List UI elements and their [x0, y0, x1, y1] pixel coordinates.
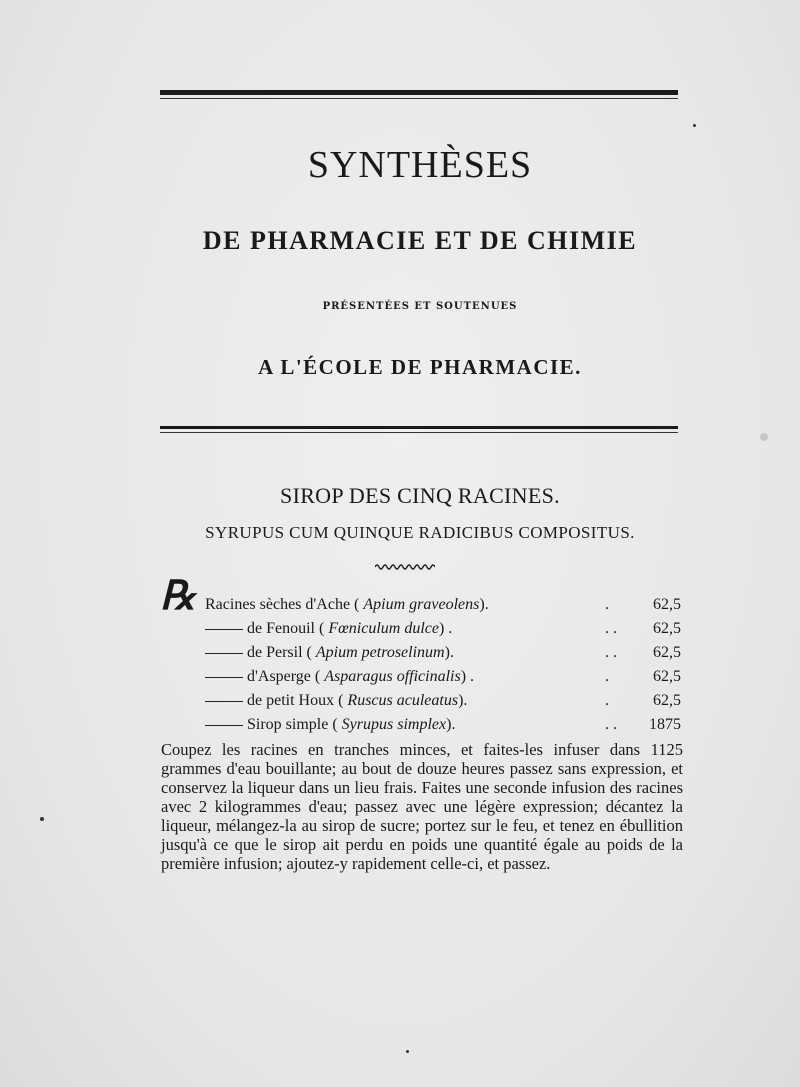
ingredient-row — [205, 594, 685, 618]
ingredient-close: ). — [458, 692, 468, 709]
page-title: SYNTHÈSES — [307, 144, 533, 186]
top-rule-thick — [160, 90, 678, 95]
ingredient-row — [205, 618, 685, 642]
ingredient-name: Racines sèches d'Ache ( — [205, 596, 360, 613]
ingredient-dots: . . — [605, 620, 617, 637]
instructions-paragraph: Coupez les racines en tranches minces, et faites-les infuser dans 1125 grammes d'eau bouillante; au bout de douze heures passez sans expression, et conservez la liqueur dans un lieu frais. Faites une seconde infusion des racines avec 2 kilogrammes d'eau; passez avec une légère expression; décantez la liqueur, mélangez-la au sirop de sucre; portez sur le feu, et tenez en ébullition jusqu'à ce que le sirop ait perdu en poids une quantité égale au poids de la première infusion; ajoutez-y rapidement celle-ci, et passez. — [161, 740, 683, 873]
ingredient-close: ) . — [460, 668, 475, 685]
paper-speck — [760, 433, 768, 441]
ingredient-latin: Ruscus aculeatus — [347, 692, 459, 709]
section-rule-thick — [160, 426, 678, 429]
recipe-title: SIROP DES CINQ RACINES. — [280, 483, 560, 508]
ingredient-row — [205, 714, 685, 738]
ingredient-amount: 62,5 — [653, 668, 681, 685]
recipe-symbol: ℞ — [160, 573, 196, 618]
ingredient-dots: . . — [605, 716, 617, 733]
ornament-squiggle — [375, 563, 435, 571]
ditto-dash — [205, 653, 243, 654]
ingredient-amount: 1875 — [649, 716, 681, 733]
paper-speck — [693, 124, 696, 127]
ditto-dash — [205, 629, 243, 630]
ingredient-dots: . — [605, 692, 609, 709]
paper-speck — [406, 1050, 409, 1053]
top-rule-thin — [160, 98, 678, 99]
ingredient-close: ). — [479, 596, 489, 613]
presented-line: PRÉSENTÉES ET SOUTENUES — [322, 301, 518, 312]
page-subtitle: DE PHARMACIE ET DE CHIMIE — [202, 226, 638, 255]
ingredient-name: de Fenouil ( — [247, 620, 325, 637]
ingredient-amount: 62,5 — [653, 596, 681, 613]
ingredient-latin: Apium graveolens — [363, 596, 480, 613]
ingredient-row — [205, 666, 685, 690]
ingredient-list — [205, 594, 685, 738]
recipe-latin-title: SYRUPUS CUM QUINQUE RADICIBUS COMPOSITUS. — [205, 523, 635, 542]
ingredient-close: ). — [446, 716, 456, 733]
ingredient-latin: Fœniculum dulce — [328, 620, 439, 637]
ingredient-dots: . . — [605, 644, 617, 661]
ingredient-amount: 62,5 — [653, 692, 681, 709]
ingredient-amount: 62,5 — [653, 644, 681, 661]
ingredient-row — [205, 690, 685, 714]
ingredient-close: ). — [444, 644, 454, 661]
ditto-dash — [205, 677, 243, 678]
ingredient-name: Sirop simple ( — [247, 716, 338, 733]
ingredient-amount: 62,5 — [653, 620, 681, 637]
ingredient-latin: Asparagus officinalis — [324, 668, 461, 685]
ingredient-close: ) . — [438, 620, 453, 637]
ingredient-name: de Persil ( — [247, 644, 312, 661]
section-rule-thin — [160, 432, 678, 433]
ingredient-name: de petit Houx ( — [247, 692, 344, 709]
ditto-dash — [205, 701, 243, 702]
paper-speck — [40, 817, 44, 821]
ingredient-latin: Apium petroselinum — [315, 644, 445, 661]
school-line: A L'ÉCOLE DE PHARMACIE. — [258, 355, 582, 379]
ditto-dash — [205, 725, 243, 726]
ingredient-row — [205, 642, 685, 666]
ingredient-name: d'Asperge ( — [247, 668, 321, 685]
ingredient-dots: . — [605, 668, 609, 685]
ingredient-latin: Syrupus simplex — [341, 716, 447, 733]
ingredient-dots: . — [605, 596, 609, 613]
